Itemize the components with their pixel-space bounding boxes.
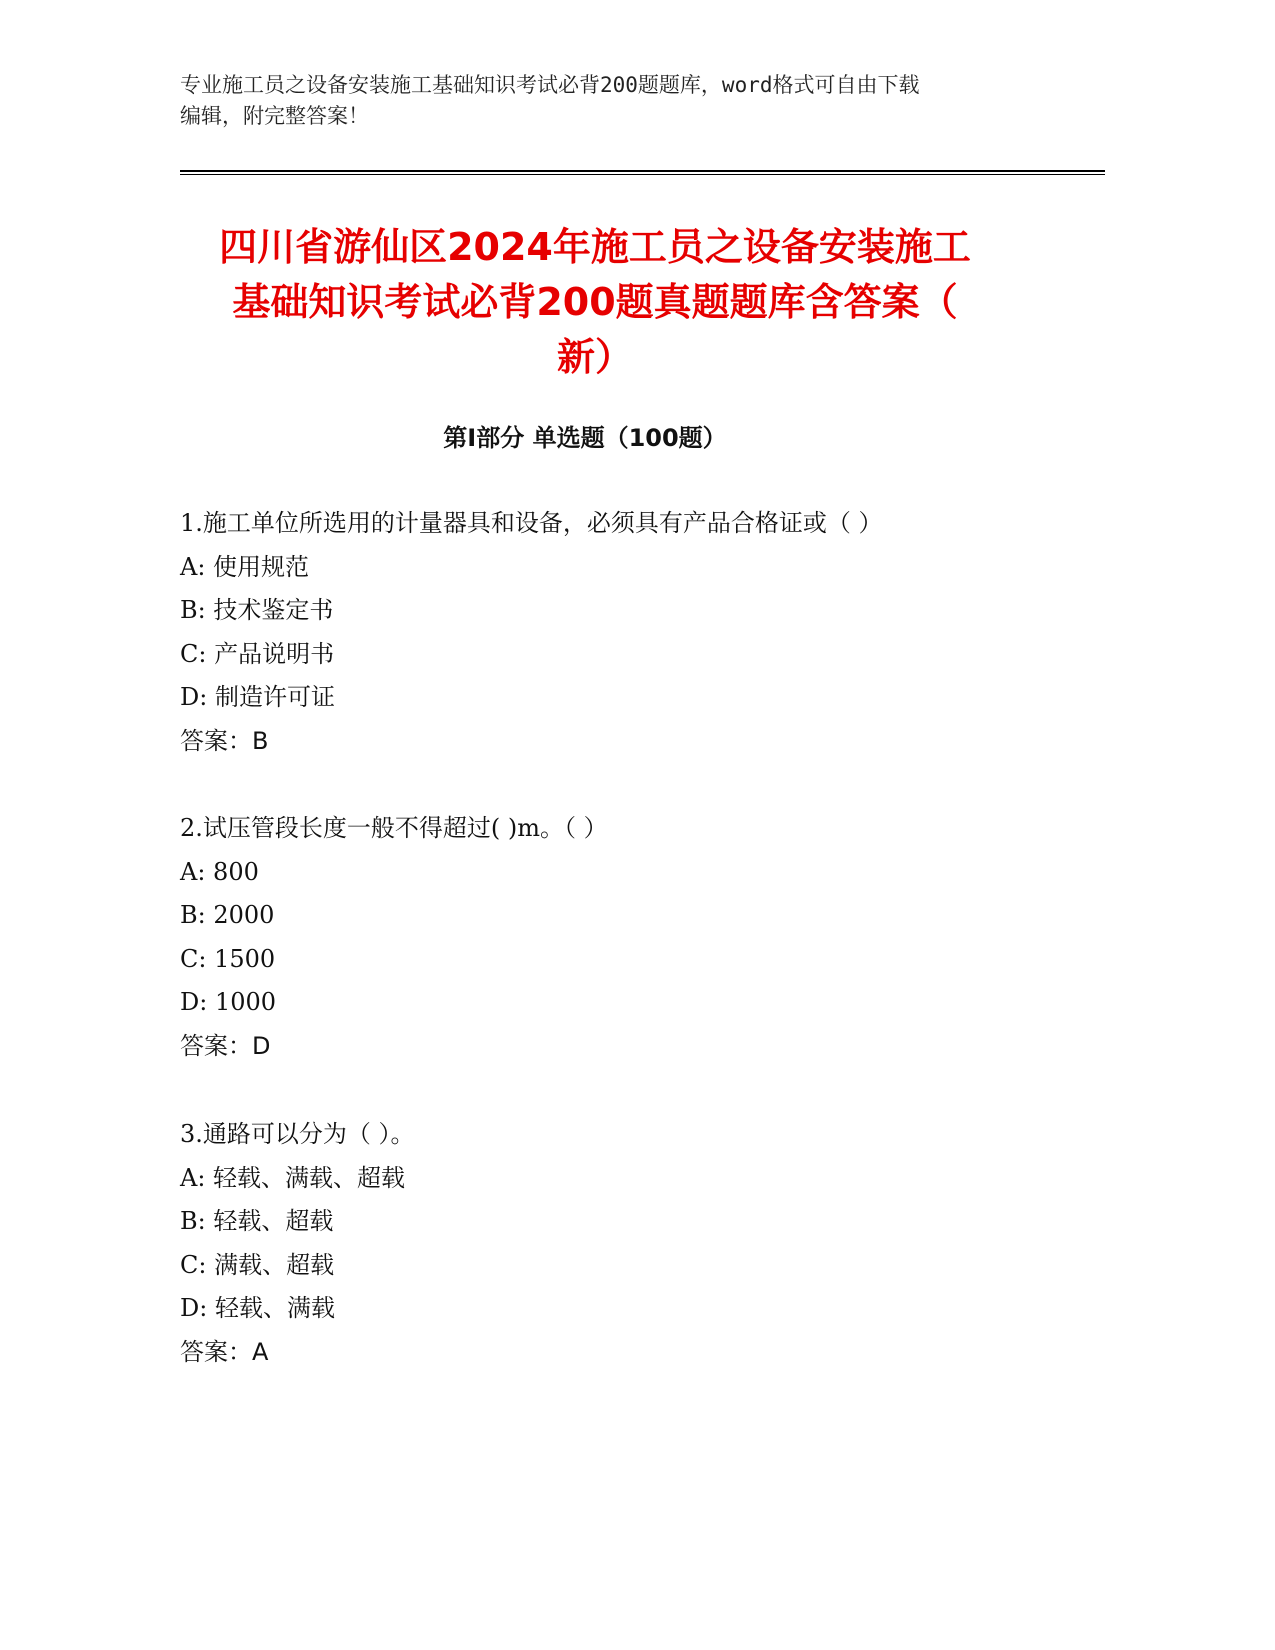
question-2 [180,807,1080,1068]
answer: 答案：A [180,1337,269,1366]
question-stem: 2.试压管段长度一般不得超过( )m。（ ） [180,814,608,842]
document-title-line-2: 基础知识考试必背200题真题题库含答案（ [232,280,958,324]
header-note-line-1: 专业施工员之设备安装施工基础知识考试必背200题题库，word格式可自由下载 [180,73,920,97]
header-divider-thin [180,174,1105,175]
header-note-line-2: 编辑，附完整答案！ [180,104,369,128]
option-b: B: 轻载、超载 [180,1207,334,1235]
question-1 [180,502,1080,763]
option-d: D: 轻载、满载 [180,1294,335,1322]
option-b: B: 技术鉴定书 [180,596,334,624]
option-a: A: 使用规范 [180,552,310,581]
question-stem: 3.通路可以分为（ ）。 [180,1120,415,1148]
question-3 [180,1113,1080,1374]
answer: 答案：D [180,1031,271,1060]
answer: 答案：B [180,726,269,755]
option-c: C: 产品说明书 [180,639,335,668]
question-stem: 1.施工单位所选用的计量器具和设备，必须具有产品合格证或（ ） [180,509,883,537]
header-note [180,70,1060,132]
document-title [150,220,1040,385]
header-divider-thick [180,170,1105,172]
document-title-line-1: 四川省游仙区2024年施工员之设备安装施工 [219,225,971,269]
section-title: 第Ⅰ部分 单选题（100题） [443,424,727,452]
option-a: A: 800 [180,857,259,886]
option-a: A: 轻载、满载、超载 [180,1163,406,1192]
option-c: C: 满载、超载 [180,1250,335,1279]
option-d: D: 制造许可证 [180,683,335,711]
option-c: C: 1500 [180,944,276,973]
document-title-line-3: 新） [556,335,633,379]
option-d: D: 1000 [180,988,277,1016]
option-b: B: 2000 [180,901,275,929]
